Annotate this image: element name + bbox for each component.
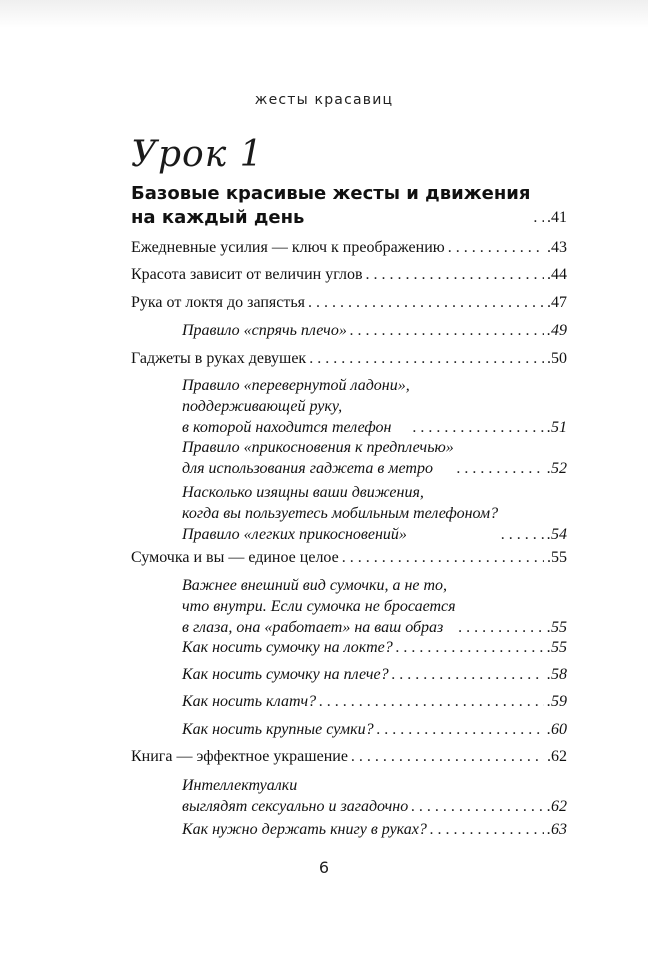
toc-entry-page: .62 (547, 748, 567, 765)
toc-subentry[interactable] (182, 637, 567, 658)
page-top-shade (0, 0, 648, 28)
toc-entry-page: .54 (547, 526, 567, 543)
toc-entry-text: Ежедневные усилия — ключ к преображению (131, 239, 445, 256)
toc-entry[interactable] (131, 264, 567, 285)
toc-entry[interactable] (131, 348, 567, 369)
toc-entry-text: Как носить клатч? (182, 693, 317, 710)
toc-entry-page: .55 (547, 549, 567, 566)
toc-entry-line: на каждый день (131, 207, 305, 228)
toc-entry-text: Гаджеты в руках девушек (131, 350, 307, 367)
toc-entry-line: Правило «перевернутой ладони», (182, 377, 410, 394)
dot-leader (319, 691, 544, 712)
toc-entry-line: Интеллектуалки (182, 777, 298, 794)
toc-entry-line: Важнее внешний вид сумочки, а не то, (182, 577, 448, 594)
dot-leader (351, 746, 544, 767)
toc-subentry[interactable] (182, 664, 567, 685)
toc-subentry[interactable] (182, 691, 567, 712)
toc-subentry[interactable] (182, 719, 567, 740)
toc-subentry[interactable] (182, 775, 567, 817)
toc-subentry[interactable] (182, 320, 567, 341)
toc-entry-line: Базовые красивые жесты и движения (131, 183, 531, 204)
toc-entry-line: когда вы пользуетесь мобильным телефоном? (182, 505, 499, 522)
toc-entry-line: Насколько изящны ваши движения, (182, 484, 424, 501)
page-number: 6 (318, 858, 330, 877)
dot-leader (411, 796, 544, 817)
running-head: жесты красавиц (254, 92, 394, 108)
toc-entry-page: .49 (547, 322, 567, 339)
toc-entry-text: Как носить сумочку на плече? (182, 666, 389, 683)
toc-entry-line: что внутри. Если сумочка не бросается (182, 598, 456, 615)
toc-entry-text: Красота зависит от величин углов (131, 266, 363, 283)
dot-leader (448, 237, 544, 258)
toc-entry[interactable] (131, 746, 567, 767)
toc-entry-line: Правило «легких прикосновений» (182, 526, 407, 543)
dot-leader (533, 205, 544, 230)
toc-entry-page: .50 (547, 350, 567, 367)
toc-entry-text: Сумочка и вы — единое целое (131, 549, 339, 566)
toc-entry-page: .47 (547, 294, 567, 311)
toc-subentry[interactable] (182, 819, 567, 840)
toc-subentry[interactable] (182, 575, 567, 638)
dot-leader (392, 664, 544, 685)
toc-subentry[interactable] (182, 437, 567, 479)
toc-entry-page: .63 (547, 821, 567, 838)
toc-subentry[interactable] (182, 482, 567, 545)
dot-leader (308, 292, 544, 313)
toc-entry-page: .51 (547, 419, 567, 436)
toc-entry-page: .62 (547, 798, 567, 815)
dot-leader (350, 320, 544, 341)
toc-entry-page: .55 (547, 619, 567, 636)
dot-leader (396, 637, 544, 658)
toc-entry-page: .60 (547, 721, 567, 738)
toc-entry-line: выглядят сексуально и загадочно (182, 798, 409, 815)
toc-entry[interactable] (131, 547, 567, 568)
toc-entry-page: .55 (547, 639, 567, 656)
toc-entry-text: Правило «спрячь плечо» (182, 322, 347, 339)
toc-entry-text: Как носить крупные сумки? (182, 721, 374, 738)
dot-leader (366, 264, 545, 285)
toc-entry-line: поддерживающей руку, (182, 398, 343, 415)
dot-leader (413, 417, 544, 438)
toc-entry-line: для использования гаджета в метро (182, 460, 433, 477)
dot-leader (457, 458, 544, 479)
dot-leader (501, 524, 544, 545)
toc-entry-line: в которой находится телефон (182, 419, 392, 436)
toc-entry-page: .52 (547, 460, 567, 477)
toc-entry-page: .59 (547, 693, 567, 710)
toc-subentry[interactable] (182, 375, 567, 438)
dot-leader (377, 719, 544, 740)
toc-entry-page: .41 (547, 209, 567, 226)
toc-entry-page: .44 (547, 266, 567, 283)
dot-leader (342, 547, 544, 568)
toc-entry[interactable] (131, 237, 567, 258)
toc-entry-page: .58 (547, 666, 567, 683)
chapter-title: Урок 1 (131, 134, 264, 175)
toc-entry-line: в глаза, она «работает» на ваш образ (182, 619, 444, 636)
dot-leader (459, 617, 544, 638)
toc-entry[interactable] (131, 292, 567, 313)
toc-entry-page: .43 (547, 239, 567, 256)
toc-entry-text: Рука от локтя до запястья (131, 294, 306, 311)
toc-entry-main-heading[interactable] (131, 182, 567, 230)
dot-leader (309, 348, 544, 369)
toc-entry-text: Как нужно держать книгу в руках? (182, 821, 427, 838)
toc-entry-text: Как носить сумочку на локте? (182, 639, 393, 656)
toc-entry-line: Правило «прикосновения к предплечью» (182, 439, 454, 456)
dot-leader (430, 819, 544, 840)
toc-entry-text: Книга — эффектное украшение (131, 748, 348, 765)
